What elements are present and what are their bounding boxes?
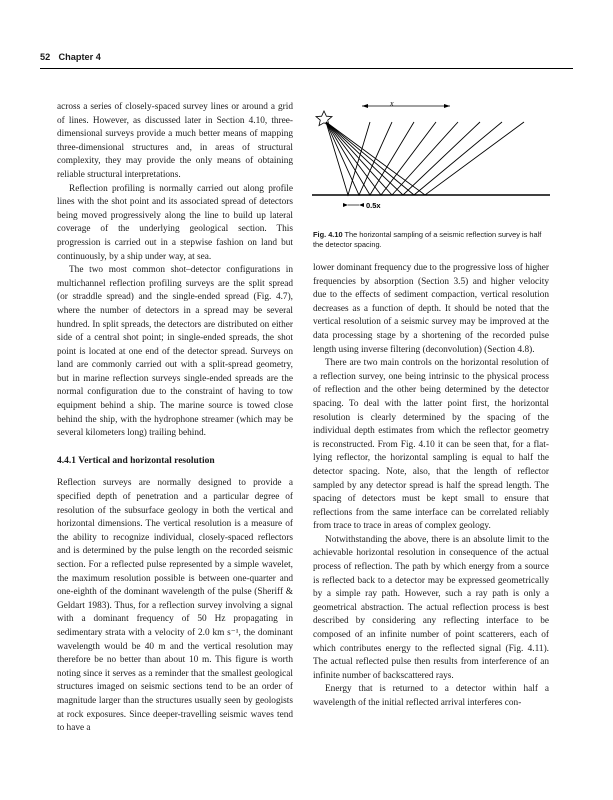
label-x: x	[390, 99, 394, 108]
dimension-half-x	[343, 203, 364, 207]
ray-paths	[326, 122, 524, 195]
figure-4-10	[310, 95, 555, 220]
right-column	[313, 262, 549, 711]
caption-label: Fig. 4.10	[313, 230, 343, 239]
section-heading: 4.4.1 Vertical and horizontal resolution	[57, 455, 215, 466]
paragraph: Notwithstanding the above, there is an absolute limit to the achievable horizontal resolution in consequence of the actual process of reflection. The path by which energy from a source is reflected back to a detector may be expressed geometrically by a simple ray path. However, such a ray path is only a geometrical abstraction. The actual reflection process is best described by considering any reflecting interface to be composed of an infinite number of point scatterers, each of which contributes energy to the reflected signal (Fig. 4.11). The actual reflected pulse then results from interference of an infinite number of backscattered rays.	[313, 534, 549, 681]
page-header	[40, 52, 101, 62]
chapter-title: Chapter 4	[58, 52, 101, 62]
left-column	[57, 101, 293, 736]
source-star-icon	[316, 111, 332, 126]
page-number: 52	[40, 52, 51, 62]
paragraph: Energy that is returned to a detector within half a wavelength of the initial reflected arrival interferes con-	[313, 684, 549, 708]
paragraph: lower dominant frequency due to the progressive loss of higher frequencies by absorption (Section 3.5) and higher velocity due to the effects of sediment compaction, vertical resolution decreases as a function of depth. It should be noted that the vertical resolution of a seismic survey may be improved at the data processing stage by a shortening of the recorded pulse length using inverse filtering (deconvolution) (Section 4.8).	[313, 263, 549, 355]
dimension-x	[362, 104, 450, 108]
header-rule	[40, 68, 573, 69]
caption-text: The horizontal sampling of a seismic reflection survey is half the detector spacing.	[313, 230, 542, 249]
paragraph: The two most common shot–detector configurations in multichannel reflection profiling surveys are the split spread (or straddle spread) and the single-ended spread (Fig. 4.7), where the number of detectors in a spread may be several hundred. In split spreads, the detectors are distributed on either side of a central shot point; in single-ended spreads, the shot point is located at one end of the detector spread. Surveys on land are commonly carried out with a split-spread geometry, but in marine reflection surveys single-ended spreads are the normal configuration due to the constraint of having to tow equipment behind a ship. The marine source is towed close behind the ship, with the hydrophone streamer (which may be several kilometers long) trailing behind.	[57, 265, 293, 439]
paragraph: across a series of closely-spaced survey lines or around a grid of lines. However, as discussed later in Section 4.10, three-dimensional surveys provide a much better means of mapping three-dimensional structures and, in areas of structural complexity, they may provide the only means of obtaining reliable structural interpretations.	[57, 102, 293, 180]
paragraph: Reflection surveys are normally designed to provide a specified depth of penetration and a particular degree of resolution of the subsurface geology in both the vertical and horizontal dimensions. The vertical resolution is a measure of the ability to recognize individual, closely-spaced reflectors and is determined by the pulse length on the recorded seismic section. For a reflected pulse represented by a simple wavelet, the maximum resolution possible is between one-quarter and one-eighth of the dominant wavelength of the pulse (Sheriff & Geldart 1983). Thus, for a reflection survey involving a signal with a dominant frequency of 50 Hz propagating in sedimentary strata with a velocity of 2.0 km s⁻¹, the dominant wavelength would be 40 m and the vertical resolution may therefore be no better than about 10 m. This figure is worth noting since it serves as a reminder that the smallest geological structures imaged on seismic sections tend to be an order of magnitude larger than the structures usually seen by geologists at rock exposures. Since deeper-travelling seismic waves tend to have a	[57, 478, 293, 734]
paragraph: Reflection profiling is normally carried out along profile lines with the shot point and its associated spread of detectors being moved progressively along the line to build up lateral coverage of the underlying geological section. This progression is carried out in a stepwise fashion on land but continuously, by a ship under way, at sea.	[57, 183, 293, 262]
figure-caption	[313, 230, 549, 250]
label-half-x: 0.5x	[366, 201, 381, 210]
paragraph: There are two main controls on the horizontal resolution of a reflection survey, one being intrinsic to the physical process of reflection and the other being determined by the detector spacing. To deal with the latter point first, the horizontal resolution is clearly determined by the spacing of the individual depth estimates from which the reflector geometry is reconstructed. From Fig. 4.10 it can be seen that, for a flat-lying reflector, the horizontal sampling is equal to half the detector spacing. Note, also, that the length of reflector sampled by any detector spread is half the spread length. The spacing of detectors must be kept small to ensure that reflections from the same interface can be correlated reliably from trace to trace in areas of complex geology.	[313, 358, 549, 532]
